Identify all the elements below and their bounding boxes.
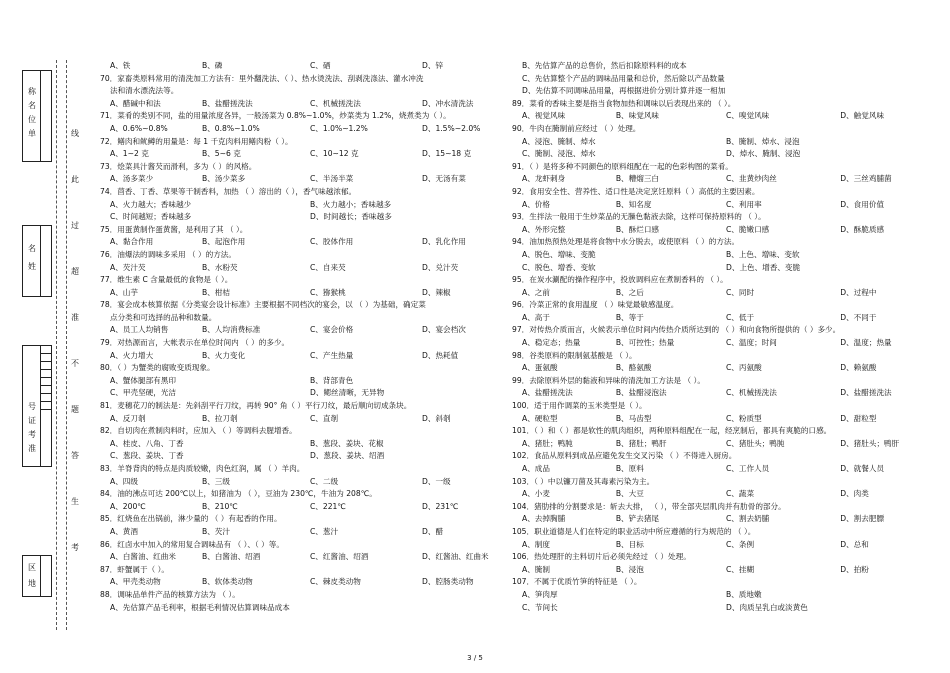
answer-options-row — [512, 312, 930, 325]
question-text-line: 83．羊脊背肉的特点是肉质较嫩，肉色红润，属 （ ）羊肉。 — [100, 464, 305, 473]
answer-option: A、腌制 — [522, 564, 550, 574]
question-text-line: 101．（ ）和（ ）都是软性的肌肉组织，两种原料组配在一起，经烹制后，都具有爽脆的口感。 — [512, 426, 832, 436]
answer-option: B、酪氨酸 — [615, 363, 652, 373]
answer-option: A、反刀剞 — [110, 413, 146, 423]
answer-option: B、酥烂口感 — [615, 224, 660, 234]
question-text-line: 80．（ ）为蟹类的腐败变质现象。 — [100, 363, 215, 373]
answer-option: B、浸泡 — [615, 564, 644, 574]
answer-option: C、红酱油、绍酒 — [310, 552, 369, 562]
answer-option: D、就餐人员 — [840, 464, 885, 473]
answer-option: A、四级 — [110, 476, 138, 486]
answer-option: B、水粉芡 — [202, 262, 238, 272]
answer-options-row — [100, 98, 510, 111]
answer-option: A、之前 — [522, 287, 550, 297]
answer-options-row — [512, 463, 930, 476]
answer-option: B、芡汁 — [202, 526, 230, 536]
answer-option: D、甜粒型 — [840, 413, 877, 423]
question-text-line: 93．生拌法一般用于生炒菜品的无臊色黏液去除，这样可保持原料的 （ ）。 — [512, 212, 766, 222]
answer-options-row — [512, 413, 930, 426]
question-text-line: 88．调味品单件产品的核算方法为 （ ）。 — [100, 589, 240, 599]
question-text-line: 75．用蛋黄制作蛋黄酱，是利用了其 （ ）。 — [100, 224, 248, 234]
exam-id-label: 号证考准 — [28, 402, 36, 453]
answer-options-row — [100, 60, 510, 73]
answer-options-row — [512, 262, 930, 275]
answer-option: C、工作人员 — [725, 464, 770, 473]
question-text-line: 78．宴会成本核算依据《分类宴会设计标准》主要根据不同档次的宴会，以 （ ）为基础，确定菜 — [100, 300, 426, 310]
answer-option: D、鳃丝清晰，无异物 — [310, 388, 385, 398]
answer-option: D、猪肚头；鸭肝 — [840, 438, 900, 448]
answer-option: B、软体类动物 — [202, 577, 253, 587]
answer-options-row — [100, 450, 510, 463]
question-text-line: 74．茴香、丁香、草果等干制香料，加热 （ ）溶出的（ ），香气味越浓郁。 — [100, 186, 357, 196]
answer-option: C、温度；时间 — [725, 338, 777, 348]
answer-option: C、条例 — [725, 539, 755, 549]
answer-option: C、嗅觉风味 — [725, 111, 770, 121]
cut-line — [56, 60, 57, 630]
answer-options-row — [512, 362, 930, 375]
answer-option: A、醋碱中和法 — [110, 98, 161, 108]
answer-option: C、自来芡 — [310, 262, 346, 272]
left-question-column — [100, 60, 510, 614]
answer-option: D、一级 — [422, 476, 451, 486]
answer-option: B、腌制、焯水、浸泡 — [726, 136, 800, 146]
question-text-line: D、先估算不同调味品用量，再根据进价分别计算并逐一相加 — [522, 86, 726, 96]
answer-options-row — [512, 148, 930, 161]
answer-option: A、火力增大 — [110, 350, 154, 360]
answer-option: A、去掉胸脯 — [522, 514, 566, 524]
answer-option: A、视觉风味 — [522, 111, 566, 121]
answer-options-row — [512, 602, 930, 615]
answer-option: B、葱段、姜块、花椒 — [310, 438, 384, 448]
separator-char: 超 — [71, 267, 79, 276]
question-text-line: 100．适于用作调菜的玉米类型是（ ）。 — [512, 401, 647, 411]
answer-option: B、之后 — [615, 287, 644, 297]
question-text-line: 107．不属于优质竹笋的特征是 （ ）。 — [512, 577, 642, 587]
separator-char: 生 — [71, 497, 79, 506]
answer-option: D、锌 — [422, 61, 444, 70]
answer-option: D、斜剞 — [422, 413, 451, 423]
question-text-line: 103．（ ）中以镰刀菌及其毒素污染为主。 — [512, 476, 655, 486]
answer-option: C、葱汁 — [310, 526, 339, 536]
answer-options-row — [512, 488, 930, 501]
answer-option: D、割去肥膘 — [840, 514, 885, 524]
answer-option: D、时间越长；香味越多 — [310, 212, 392, 222]
answer-options-row — [512, 438, 930, 451]
answer-option: A、黏合作用 — [110, 237, 154, 247]
answer-option: D、过程中 — [840, 287, 877, 297]
answer-option: B、猪肚；鸭肝 — [615, 438, 667, 448]
answer-option: A、猪肚；鸭肫 — [522, 438, 573, 448]
question-text-line: A、先估算产品毛利率，根据毛利情况估算调味品成本 — [110, 602, 290, 612]
answer-option: B、火力越小；香味越多 — [310, 199, 392, 209]
answer-option: D、温度；热量 — [840, 338, 892, 348]
box-divider — [40, 556, 41, 596]
answer-option: D、触觉风味 — [840, 111, 885, 121]
answer-option: A、外形完整 — [522, 224, 566, 234]
answer-option: D、酥脆质感 — [840, 224, 885, 234]
question-text-line: 77．维生素 C 含量最低的食物是（ ）。 — [100, 275, 233, 285]
answer-options-row — [512, 110, 930, 123]
answer-option: C、221℃ — [310, 501, 346, 511]
answer-options-row — [512, 287, 930, 300]
answer-option: B、柑桔 — [202, 287, 230, 297]
answer-option: D、赖氨酸 — [840, 363, 877, 373]
answer-option: B、糟熘三白 — [615, 174, 660, 184]
question-text-line: 73．烩菜具汁酱芡而滑利，多为（ ）的风格。 — [100, 161, 257, 171]
question-text-line: 89．菜肴的香味主要是指当食物加热和调味以后表现出来的 （ ）。 — [512, 98, 736, 108]
answer-option: C、腌制、浸泡、焯水 — [522, 149, 596, 159]
answer-option: B、盐醋浸泡法 — [615, 388, 667, 398]
answer-options-row — [512, 136, 930, 149]
answer-option: A、白酱油、红曲米 — [110, 552, 176, 562]
answer-option: A、蛋氨酸 — [522, 363, 558, 373]
answer-option: B、拉刀剞 — [202, 413, 238, 423]
separator-char: 考 — [71, 543, 79, 552]
answer-option: D、肉质呈乳白或淡黄色 — [726, 602, 808, 612]
exam-id-box — [22, 345, 52, 467]
answer-option: D、无汤有菜 — [422, 174, 466, 184]
answer-option: A、小麦 — [522, 489, 550, 499]
answer-option: D、肉类 — [840, 489, 869, 499]
question-text-line: 104．猪肋排的分割要求是：斩去大排， （ ），带全部夹层肌肉并有肋骨的部分。 — [512, 501, 786, 511]
answer-option: C、节间长 — [522, 602, 558, 612]
answer-option: B、火力变化 — [202, 350, 246, 360]
answer-option: B、磷 — [202, 61, 223, 70]
answer-option: D、盐醋搓洗法 — [840, 388, 892, 398]
answer-option: C、蔬菜 — [725, 489, 755, 499]
answer-option: C、利用率 — [725, 199, 762, 209]
answer-option: D、焯水、腌制、浸泡 — [726, 149, 801, 159]
answer-option: C、粉质型 — [725, 413, 762, 423]
answer-option: A、蟹体腿部有黑印 — [110, 375, 176, 385]
answer-option: A、1~2 克 — [110, 149, 149, 159]
answer-option: A、脱色、增味、变脆 — [522, 249, 596, 259]
grid-lines — [41, 346, 51, 406]
answer-option: A、铁 — [110, 61, 131, 70]
page-number: 3 / 5 — [467, 654, 483, 662]
answer-options-row — [512, 337, 930, 350]
answer-option: B、人均消费标准 — [202, 325, 261, 335]
answer-option: B、味觉风味 — [615, 111, 660, 121]
question-text-line: 72．鳝肉和鱿鳟的用量是：每 1 千克肉料用鳝肉粉（ ）。 — [100, 136, 293, 146]
unit-name-label: 称名位单 — [28, 87, 36, 138]
question-text-line: 86．红卤水中加入的常用复合调味品有 （ ）、（ ）等。 — [100, 539, 284, 549]
answer-options-row — [512, 539, 930, 552]
answer-option: B、马齿型 — [615, 413, 652, 423]
answer-option: B、5~6 克 — [202, 149, 241, 159]
question-text-line: 95．在炭水涮配的操作程序中，投放调料应在煮制香料的 （ ）。 — [512, 275, 728, 285]
question-text-line: 87．虾蟹属于（ ）。 — [100, 564, 170, 574]
answer-option: A、制度 — [522, 539, 550, 549]
answer-option: B、汤少菜多 — [202, 174, 246, 184]
answer-option: A、甲壳类动物 — [110, 577, 161, 587]
answer-options-row — [100, 262, 510, 275]
answer-options-row — [100, 148, 510, 161]
answer-option: B、上色、增味、变软 — [726, 249, 800, 259]
name-box — [22, 225, 52, 297]
answer-option: C、胶体作用 — [310, 237, 354, 247]
answer-option: C、半汤半菜 — [310, 174, 354, 184]
answer-options-row — [512, 249, 930, 262]
answer-option: C、猕猴桃 — [310, 287, 346, 297]
answer-option: A、员工人均销售 — [110, 325, 169, 335]
answer-option: C、10~12 克 — [310, 149, 359, 159]
answer-option: D、冲水清洗法 — [422, 98, 474, 108]
separator-char: 题 — [71, 405, 79, 414]
answer-option: D、腔肠类动物 — [422, 577, 474, 587]
answer-option: D、上色、增香、变脆 — [726, 262, 801, 272]
question-text-line: 法和清水漂洗法等。 — [110, 86, 179, 96]
answer-options-row — [100, 438, 510, 451]
answer-option: B、等于 — [615, 312, 644, 322]
answer-option: A、汤多菜少 — [110, 174, 154, 184]
answer-option: C、韭黄炒肉丝 — [725, 174, 777, 184]
cut-line-inner — [66, 60, 67, 630]
answer-option: C、硒 — [310, 61, 331, 70]
answer-option: A、笋肉厚 — [522, 589, 558, 599]
question-text-line: 94．油加热预热处理是将食物中水分脱去，或使原料 （ ）的方法。 — [512, 237, 740, 247]
answer-option: C、棘皮类动物 — [310, 577, 361, 587]
question-text-line: 70．家畜类原料常用的清洗加工方法有：里外翻洗法、（ ）、热水烫洗法、刮剥洗涤法、灌水冲洗 — [100, 73, 424, 83]
answer-option: B、0.8%~1.0% — [202, 123, 260, 133]
answer-option: B、三级 — [202, 476, 230, 486]
question-text-line: C、先估算整个产品的调味品用量和总价，然后除以产品数量 — [522, 73, 725, 83]
answer-option: C、同时 — [725, 287, 755, 297]
separator-char: 不 — [71, 359, 79, 368]
answer-options-row — [512, 224, 930, 237]
answer-options-row — [100, 236, 510, 249]
answer-option: D、三丝鸡脯菌 — [840, 174, 892, 184]
region-label: 区地 — [28, 563, 36, 588]
answer-options-row — [512, 589, 930, 602]
answer-option: D、乳化作用 — [422, 237, 466, 247]
separator-char: 此 — [71, 175, 79, 184]
answer-option: A、芡汁芡 — [110, 262, 146, 272]
answer-options-row — [512, 199, 930, 212]
answer-option: A、200℃ — [110, 501, 146, 511]
separator-char: 答 — [71, 451, 79, 460]
answer-options-row — [100, 576, 510, 589]
answer-option: B、背部青色 — [310, 375, 354, 385]
answer-options-row — [100, 501, 510, 514]
answer-option: D、不同于 — [840, 312, 877, 322]
answer-option: A、硬粒型 — [522, 413, 558, 423]
question-text-line: 71．菜肴的类别不同，盐的用量浓度各异，一般汤菜为 0.8%~1.0%，炒菜类为 1.2%，烧煮类为（ ）。 — [100, 111, 451, 121]
answer-option: D、食用价值 — [840, 199, 885, 209]
answer-options-row — [100, 526, 510, 539]
answer-option: C、丙氨酸 — [725, 363, 762, 373]
answer-option: C、产生热量 — [310, 350, 354, 360]
answer-option: C、机械搓洗法 — [310, 98, 361, 108]
answer-option: B、大豆 — [615, 489, 644, 499]
question-text-line: 105．职业道德是人们在特定的职业活动中所应遵循的行为规范的 （ ）。 — [512, 526, 756, 536]
question-text-line: 99．去除原料外层的黏液和异味的清洗加工方法是 （ ）。 — [512, 375, 705, 385]
question-text-line: 91．（ ）是将多种不同颜色的原料组配在一起的色彩构图的菜肴。 — [512, 161, 733, 171]
answer-option: B、目标 — [615, 539, 644, 549]
answer-option: C、挂糊 — [725, 564, 755, 574]
question-text-line: 92．食用安全性、营养性、适口性是决定烹饪原料（ ）高低的主要因素。 — [512, 186, 760, 196]
answer-options-row — [512, 513, 930, 526]
answer-option: D、15~18 克 — [422, 149, 472, 159]
answer-option: A、稳定态；热量 — [522, 338, 581, 348]
answer-option: B、可控性；热量 — [615, 338, 675, 348]
answer-option: D、宴会档次 — [422, 325, 466, 335]
unit-name-box — [22, 70, 52, 162]
answer-option: B、铲去猪尾 — [615, 514, 660, 524]
question-text-line: 98．谷类原料的限制氨基酸是 （ ）。 — [512, 350, 637, 360]
answer-option: D、热耗值 — [422, 350, 459, 360]
answer-option: B、质地嫩 — [726, 589, 762, 599]
answer-option: B、原料 — [615, 464, 644, 473]
binding-sidebar — [0, 0, 92, 673]
answer-option: D、红酱油、红曲米 — [422, 552, 489, 562]
answer-option: C、割去奶脯 — [725, 514, 770, 524]
answer-option: A、山芋 — [110, 287, 138, 297]
question-text-line: B、先估算产品的总售价，然后扣除原料料的成本 — [522, 61, 687, 70]
answer-option: D、总和 — [840, 539, 869, 549]
box-divider — [40, 71, 41, 161]
answer-options-row — [512, 564, 930, 577]
answer-option: C、机械搓洗法 — [725, 388, 777, 398]
answer-option: A、盐醋搓洗法 — [522, 388, 573, 398]
answer-options-row — [100, 324, 510, 337]
answer-option: D、兑汁芡 — [422, 262, 459, 272]
answer-option: B、知名度 — [615, 199, 652, 209]
answer-option: D、辣椒 — [422, 287, 451, 297]
question-text-line: 90．牛肉在腌制前应经过 （ ）处理。 — [512, 123, 641, 133]
separator-char: 过 — [71, 221, 79, 230]
answer-option: C、葱段、姜块、丁香 — [110, 451, 184, 461]
answer-option: B、210℃ — [202, 501, 238, 511]
answer-options-row — [100, 350, 510, 363]
answer-options-row — [100, 413, 510, 426]
answer-option: C、1.0%~1.2% — [310, 123, 368, 133]
answer-options-row — [100, 199, 510, 212]
answer-option: D、醋 — [422, 526, 444, 536]
answer-options-row — [100, 287, 510, 300]
answer-option: C、脱色、增香、变软 — [522, 262, 596, 272]
answer-option: A、龙虾刺身 — [522, 174, 566, 184]
answer-option: D、葱段、姜块、绍酒 — [310, 451, 385, 461]
answer-option: A、高于 — [522, 312, 550, 322]
question-text-line: 84．油的沸点可达 200℃以上，如猪油为 （ ），豆油为 230℃，牛油为 208℃。 — [100, 489, 377, 499]
id-digit-grid — [41, 346, 51, 406]
answer-options-row — [100, 123, 510, 136]
answer-options-row — [100, 476, 510, 489]
question-text-line: 96．冷菜正常的食用温度 （ ）味觉最敏感温度。 — [512, 300, 679, 310]
question-text-line: 85．红烧鱼在出锅前，淋少量的 （ ）有起香的作用。 — [100, 514, 282, 524]
question-text-line: 97．对传热介质而言，火候表示单位时间内传热介质所达到的 （ ）和向食物所提供的（ ）多少。 — [512, 325, 841, 335]
answer-option: B、起泡作用 — [202, 237, 246, 247]
answer-options-row — [100, 551, 510, 564]
answer-option: A、成品 — [522, 464, 550, 473]
answer-option: D、1.5%~2.0% — [422, 123, 481, 133]
answer-option: C、宴会价格 — [310, 325, 354, 335]
answer-options-row — [100, 173, 510, 186]
answer-option: C、脆嫩口感 — [725, 224, 770, 234]
answer-options-row — [100, 387, 510, 400]
answer-option: C、甲壳坚硬，光洁 — [110, 388, 177, 398]
question-text-line: 79．对热源而言，大帐表示在单位时间内 （ ）的多少。 — [100, 338, 290, 348]
answer-options-row — [512, 173, 930, 186]
answer-option: C、时间越短；香味越多 — [110, 212, 192, 222]
answer-option: B、白酱油、绍酒 — [202, 552, 261, 562]
box-divider — [40, 226, 41, 296]
answer-option: A、0.6%~0.8% — [110, 123, 168, 133]
answer-option: C、猪肚头；鸭肫 — [725, 438, 785, 448]
question-text-line: 76．油爆法的调味多采用 （ ）的方法。 — [100, 249, 236, 259]
answer-option: A、火力越大；香味越少 — [110, 199, 192, 209]
name-label: 名姓 — [28, 244, 36, 271]
region-box — [22, 555, 52, 597]
question-text-line: 102．食品从原料到成品应避免发生交叉污染 （ ）不得进入厨房。 — [512, 451, 737, 461]
answer-option: C、低于 — [725, 312, 755, 322]
answer-option: A、价格 — [522, 199, 550, 209]
right-question-column — [512, 60, 930, 614]
question-text-line: 106．热处理肝的主料切片后必须先经过 （ ）处理。 — [512, 552, 691, 562]
answer-option: B、盐醋搓洗法 — [202, 98, 253, 108]
question-text-line: 81．麦穗花刀的制法是：先斜刮平行刀纹，再转 90° 角（ ）平行刀纹，最后顺向切成条块。 — [100, 401, 412, 411]
question-text-line: 点分类和可选择的品种和数量。 — [110, 312, 217, 322]
answer-options-row — [100, 375, 510, 388]
answer-option: C、直剞 — [310, 413, 339, 423]
answer-options-row — [100, 211, 510, 224]
answer-options-row — [512, 387, 930, 400]
separator-char: 准 — [71, 313, 79, 322]
separator-char: 线 — [71, 129, 79, 138]
answer-option: C、二级 — [310, 476, 339, 486]
answer-option: D、拍粉 — [840, 564, 869, 574]
question-text-line: 82．自切肉在煮制肉料时，应加入 （ ）等调料去腥增香。 — [100, 426, 297, 436]
answer-option: A、浸泡、腌制、焯水 — [522, 136, 596, 146]
answer-option: A、桂皮、八角、丁香 — [110, 438, 184, 448]
answer-option: D、231℃ — [422, 501, 459, 511]
answer-option: A、黄酒 — [110, 526, 138, 536]
